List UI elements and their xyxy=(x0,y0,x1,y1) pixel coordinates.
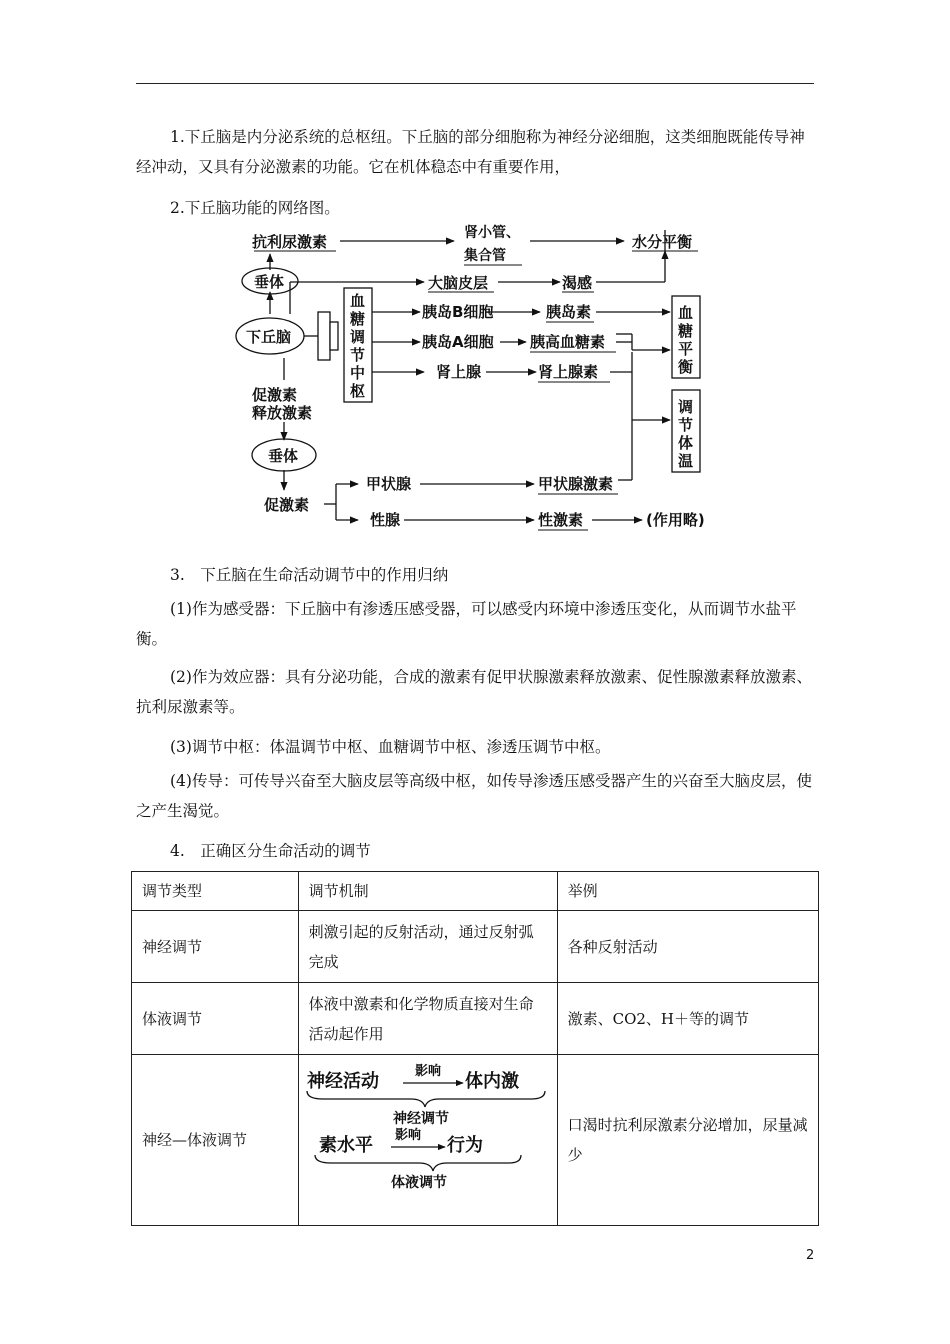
sugar-balance-char: 糖 xyxy=(678,322,694,340)
temp-regulation-char: 温 xyxy=(678,452,694,470)
node-tropic: 促激素 xyxy=(264,496,310,514)
table-cell-type: 体液调节 xyxy=(132,983,299,1055)
node-pituitary-top: 垂体 xyxy=(254,273,285,291)
paragraph-4: (1)作为感受器：下丘脑中有渗透压感受器，可以感受内环境中渗透压变化，从而调节水盐平衡。 xyxy=(136,600,797,648)
sugar-center-char: 血 xyxy=(350,292,366,310)
node-gonad: 性腺 xyxy=(370,511,401,529)
mini-line2-right: 行为 xyxy=(446,1135,483,1156)
sugar-center-char: 枢 xyxy=(350,382,366,400)
paragraph-2: 2.下丘脑功能的网络图。 xyxy=(170,199,340,217)
node-hypothalamus: 下丘脑 xyxy=(246,328,292,346)
sugar-center-char: 糖 xyxy=(350,310,366,328)
node-insulin: 胰岛素 xyxy=(546,303,592,321)
paragraph-6: (3)调节中枢：体温调节中枢、血糖调节中枢、渗透压调节中枢。 xyxy=(170,738,611,756)
mini-brace2-label: 体液调节 xyxy=(390,1175,447,1191)
node-glucagon: 胰高血糖素 xyxy=(530,333,606,351)
temp-regulation-char: 体 xyxy=(678,434,694,452)
table-row xyxy=(132,983,819,1055)
paragraph-8: 4. 正确区分生命活动的调节 xyxy=(170,842,371,860)
node-thyroid: 甲状腺 xyxy=(366,475,412,493)
sugar-center-char: 调 xyxy=(350,328,366,346)
node-kidney-2: 集合管 xyxy=(464,248,506,264)
node-temp-regulation xyxy=(678,398,693,470)
mini-line1-arrow-label: 影响 xyxy=(414,1064,441,1079)
mini-line2-arrow-label: 影响 xyxy=(394,1128,421,1143)
sugar-balance-char: 衡 xyxy=(678,358,694,376)
regulation-table xyxy=(131,871,819,1226)
table-header-cell: 调节机制 xyxy=(298,872,557,911)
table-cell-example: 各种反射活动 xyxy=(557,911,818,983)
sugar-balance-char: 平 xyxy=(678,340,694,358)
table-header-cell: 举例 xyxy=(557,872,818,911)
node-cortex: 大脑皮层 xyxy=(428,274,489,292)
table-cell-mechanism: 刺激引起的反射活动，通过反射弧完成 xyxy=(298,911,557,983)
node-thyroxine: 甲状腺激素 xyxy=(538,475,614,493)
node-adh: 抗利尿激素 xyxy=(252,233,328,251)
table-row xyxy=(132,911,819,983)
node-adrenaline: 肾上腺素 xyxy=(538,363,599,381)
node-adrenal: 肾上腺 xyxy=(436,363,482,381)
mini-brace1-label: 神经调节 xyxy=(392,1111,449,1127)
table-cell-mechanism-diagram xyxy=(298,1055,557,1226)
sugar-center-char: 节 xyxy=(350,346,366,364)
node-water-balance: 水分平衡 xyxy=(632,233,693,251)
table-cell-example: 激素、CO2、H＋等的调节 xyxy=(557,983,818,1055)
table-header-cell: 调节类型 xyxy=(132,872,299,911)
node-releasing-1: 促激素 xyxy=(252,386,298,404)
node-thirst: 渴感 xyxy=(562,274,593,292)
node-releasing-2: 释放激素 xyxy=(252,404,313,422)
mini-line2-left: 素水平 xyxy=(318,1135,373,1156)
node-omit: (作用略) xyxy=(646,511,705,529)
page-number: 2 xyxy=(806,1248,815,1263)
paragraph-7: (4)传导：可传导兴奋至大脑皮层等高级中枢，如传导渗透压感受器产生的兴奋至大脑皮层，使之产生渴觉。 xyxy=(136,772,812,820)
hypothalamus-network-diagram xyxy=(228,222,718,532)
table-cell-type: 神经调节 xyxy=(132,911,299,983)
table-cell-example: 口渴时抗利尿激素分泌增加，尿量减少 xyxy=(557,1055,818,1226)
mini-line1-right: 体内激 xyxy=(464,1071,519,1092)
table-cell-type: 神经—体液调节 xyxy=(132,1055,299,1226)
node-pituitary-bottom: 垂体 xyxy=(268,447,299,465)
temp-regulation-char: 调 xyxy=(678,398,694,416)
temp-regulation-char: 节 xyxy=(678,416,694,434)
table-header-row xyxy=(132,872,819,911)
node-islet-b: 胰岛B细胞 xyxy=(422,303,494,321)
paragraph-3: 3. 下丘脑在生命活动调节中的作用归纳 xyxy=(170,566,449,584)
node-sugar-center xyxy=(349,292,365,400)
paragraph-1: 1.下丘脑是内分泌系统的总枢纽。下丘脑的部分细胞称为神经分泌细胞，这类细胞既能传导神经冲动，又具有分泌激素的功能。它在机体稳态中有重要作用， xyxy=(136,128,805,176)
paragraph-5: (2)作为效应器：具有分泌功能，合成的激素有促甲状腺激素释放激素、促性腺激素释放激素、抗利尿激素等。 xyxy=(136,668,812,716)
table-row xyxy=(132,1055,819,1226)
header-rule xyxy=(136,83,814,84)
node-sex-hormone: 性激素 xyxy=(538,511,584,529)
sugar-balance-char: 血 xyxy=(678,304,694,322)
sugar-center-char: 中 xyxy=(350,364,366,382)
node-islet-a: 胰岛A细胞 xyxy=(422,333,494,351)
node-sugar-balance xyxy=(677,304,693,376)
table-cell-mechanism: 体液中激素和化学物质直接对生命活动起作用 xyxy=(298,983,557,1055)
neuro-humoral-diagram xyxy=(299,1055,557,1215)
mini-line1-left: 神经活动 xyxy=(306,1071,379,1092)
node-kidney-1: 肾小管、 xyxy=(464,225,520,241)
